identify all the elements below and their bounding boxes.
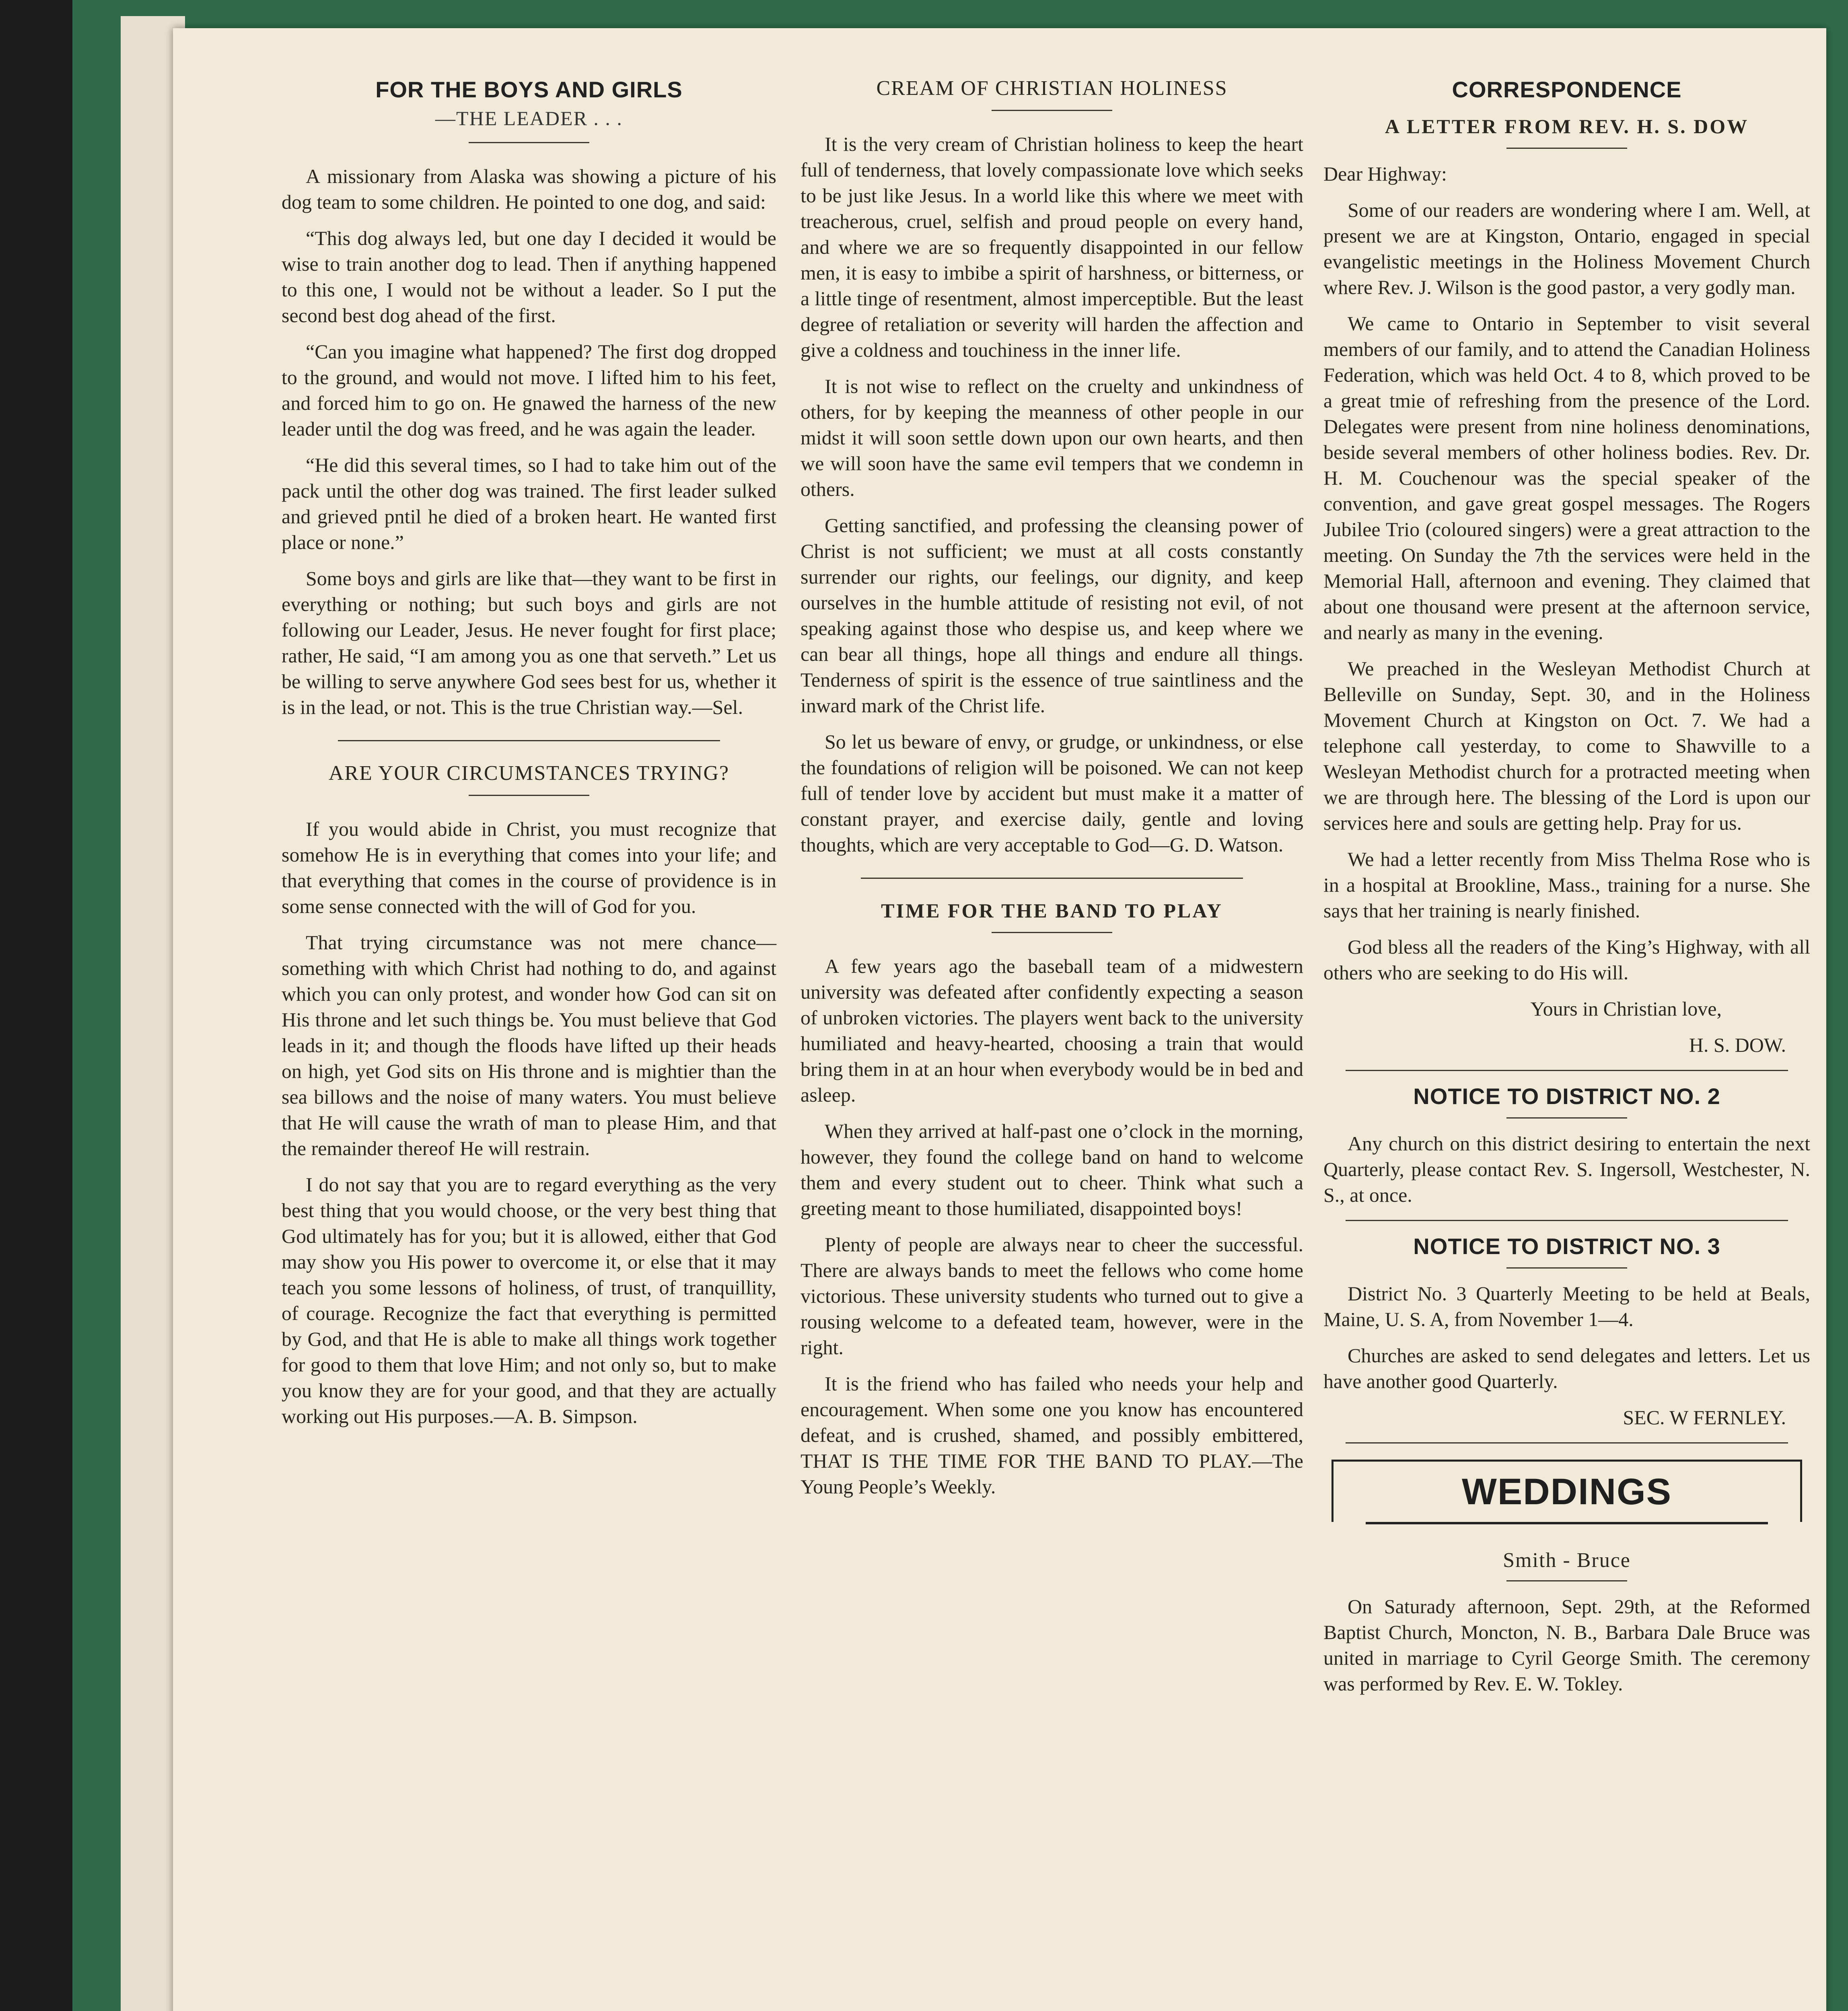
- paragraph: Any church on this district desiring to entertain the next Quarterly, please contact Rev. S. Ingersoll, Westchester, N. S., at once.: [1323, 1132, 1810, 1206]
- paragraph: That trying circumstance was not mere chance—something with which Christ had nothing to do, and against which you can only protest, and wonder how God can sit on His throne and let such things be. You must believe that God leads in it; and though the floods have lifted up their heads on high, yet God sits on His throne and is mightier than the sea billows and the noise of many waters. You must believe that He will cause the wrath of man to please Him, and that the remainder thereof He will restrain.: [282, 931, 776, 1160]
- paragraph: It is the very cream of Christian holiness to keep the heart full of tenderness, that lovely compassionate love which seeks to be just like Jesus. In a world like this where we meet with treacherous, cruel, selfish and proud people on every hand, and where we are so frequently disappointed in our fellow men, it is easy to imbibe a spirit of harshness, or bitterness, or a little tinge of resentment, almost imperceptible. But the least degree of retaliation or severity will harden the affection and give a coldness and touchiness in the inner life.: [801, 133, 1303, 361]
- letter-title: A LETTER FROM REV. H. S. DOW: [1385, 115, 1749, 138]
- divider: [1346, 1442, 1788, 1443]
- paragraph: A few years ago the baseball team of a midwestern university was defeated after confidently expecting a season of unbroken victories. The players went back to the university humiliated and heavy-hearted, choosing a train that would bring them in at an hour when everybody would be in bed and asleep.: [801, 955, 1303, 1106]
- weddings-title: WEDDINGS: [1462, 1471, 1672, 1512]
- paragraph: When they arrived at half-past one o’clock in the morning, however, they found the college band on hand to welcome them and every student out to cheer. Think what such a greeting meant to those humiliated, disappointed boys!: [801, 1120, 1303, 1219]
- book-binding: [0, 0, 72, 2011]
- divider: [992, 932, 1112, 933]
- paragraph: Some boys and girls are like that—they want to be first in everything or nothing; but such boys and girls are not following our Leader, Jesus. He never fought for first place; rather, He said, “I am among you as one that serveth.” Let us be willing to serve anywhere God sees best for us, whether it is in the lead, or not. This is the true Christian way.—Sel.: [282, 567, 776, 718]
- paragraph: Some of our readers are wondering where I am. Well, at present we are at Kingston, Ontario, engaged in special evangelistic meetings in the Holiness Movement Church where Rev. J. Wilson is the good pastor, a very godly man.: [1323, 199, 1810, 298]
- divider: [992, 110, 1112, 111]
- paragraph: District No. 3 Quarterly Meeting to be held at Beals, Maine, U. S. A, from November 1—4.: [1323, 1282, 1810, 1330]
- section-subtitle: —THE LEADER . . .: [435, 107, 623, 130]
- weddings-banner: [1331, 1460, 1802, 1522]
- section-title: CREAM OF CHRISTIAN HOLINESS: [876, 77, 1228, 100]
- section-title: CORRESPONDENCE: [1452, 77, 1682, 102]
- paragraph: A missionary from Alaska was showing a picture of his dog team to some children. He pointed to one dog, and said:: [282, 165, 776, 213]
- column-boys-and-girls: [282, 76, 776, 1439]
- paragraph: It is the friend who has failed who needs your help and encouragement. When some one you know has encountered defeat, and is crushed, shamed, and possibly embittered, THAT IS THE TIME FOR THE BAND TO PLAY.—The Young People’s Weekly.: [801, 1372, 1303, 1498]
- divider: [1506, 1580, 1627, 1581]
- divider: [1506, 1267, 1627, 1269]
- paragraph: Getting sanctified, and professing the cleansing power of Christ is not sufficient; we must at all costs constantly surrender our rights, our feelings, our dignity, and keep ourselves in the humble attitude of resisting not evil, of not speaking against those who despise us, and keep where we can bear all things, hope all things and endure all things. Tenderness of spirit is the essence of true saintliness and the inward mark of the Christ life.: [801, 514, 1303, 717]
- paragraph: We came to Ontario in September to visit several members of our family, and to attend the Canadian Holiness Federation, which was held Oct. 4 to 8, which proved to be a great tmie of refreshing from the presence of the Lord. Delegates were present from nine holiness denominations, beside several members of other holiness bodies. Rev. Dr. H. M. Couchenour was the special speaker of the convention, and gave great gospel messages. The Rogers Jubilee Trio (coloured singers) were a great attraction to the meeting. On Sunday the 7th the services were held in the Memorial Hall, afternoon and evening. They claimed that about one thousand were present at the afternoon service, and nearly as many in the evening.: [1323, 312, 1810, 644]
- paragraph: “Can you imagine what happened? The first dog dropped to the ground, and would not move. I lifted him to his feet, and forced him to go on. He gnawed the harness of the new leader until the dog was freed, and he was again the leader.: [282, 340, 776, 440]
- paragraph: It is not wise to reflect on the cruelty and unkindness of others, for by keeping the meanness of other people in our midst it will soon settle down upon our own hearts, and then we will soon have the same evil tempers that we condemn in others.: [801, 375, 1303, 500]
- paragraph: We had a letter recently from Miss Thelma Rose who is in a hospital at Brookline, Mass., training for a nurse. She says that her training is nearly finished.: [1323, 848, 1810, 922]
- divider: [861, 878, 1243, 879]
- magazine-page: [173, 28, 1826, 2011]
- column-correspondence: [1323, 76, 1810, 1707]
- section-title: FOR THE BOYS AND GIRLS: [375, 77, 683, 102]
- paragraph: Churches are asked to send delegates and letters. Let us have another good Quarterly.: [1323, 1344, 1810, 1392]
- divider: [1506, 148, 1627, 149]
- divider: [1366, 1522, 1768, 1524]
- paragraph: I do not say that you are to regard everything as the very best thing that you would choose, or the very best thing that God ultimately has for you; but it is allowed, either that God may show you His power to overcome it, or else that it may teach you some lessons of holiness, of trust, of tranquillity, of courage. Recognize the fact that everything is permitted by God, and that He is able to make all things work together for good to them that love Him; and not only so, but to make you know they are for your good, and that they are actually working out His purposes.—A. B. Simpson.: [282, 1173, 776, 1427]
- paragraph: “This dog always led, but one day I decided it would be wise to train another dog to lead. Then if anything happened to this one, I would not be without a leader. So I put the second best dog ahead of the first.: [282, 227, 776, 327]
- salutation: Dear Highway:: [1323, 162, 1447, 185]
- section-title: ARE YOUR CIRCUMSTANCES TRYING?: [328, 762, 730, 785]
- paragraph: “He did this several times, so I had to take him out of the pack until the other dog was trained. The first leader sulked and grieved pntil he died of a broken heart. He wanted first place or none.”: [282, 454, 776, 553]
- letter-signature: H. S. DOW.: [1689, 1034, 1786, 1056]
- divider: [469, 795, 589, 796]
- paragraph: So let us beware of envy, or grudge, or unkindness, or else the foundations of religion will be poisoned. We can not keep full of tender love by accident but must make it a matter of constant prayer, and exercise daily, gentle and loving thoughts, which are very acceptable to God—G. D. Watson.: [801, 730, 1303, 856]
- column-cream-of-holiness: [801, 76, 1303, 1510]
- divider: [1506, 1117, 1627, 1119]
- paragraph: If you would abide in Christ, you must recognize that somehow He is in everything that comes into your life; and that everything that comes in the course of providence is in some sense connected with the will of God for you.: [282, 818, 776, 917]
- section-title: TIME FOR THE BAND TO PLAY: [881, 899, 1223, 922]
- paragraph: God bless all the readers of the King’s Highway, with all others who are seeking to do His will.: [1323, 936, 1810, 984]
- notice-title: NOTICE TO DISTRICT NO. 3: [1413, 1234, 1720, 1259]
- paragraph: Plenty of people are always near to cheer the successful. There are always bands to meet the fellows who come home victorious. These university students who turned out to give a rousing welcome to a defeated team, however, were in the right.: [801, 1233, 1303, 1359]
- notice-signature: SEC. W FERNLEY.: [1623, 1406, 1786, 1429]
- divider: [1346, 1220, 1788, 1221]
- paragraph: We preached in the Wesleyan Methodist Church at Belleville on Sunday, Sept. 30, and in the Holiness Movement Church at Kingston on Oct. 7. We had a telephone call yesterday, to come to Shawville to a Wesleyan Methodist church for a protracted meeting when we are through here. The blessing of the Lord is upon our services here and souls are getting help. Pray for us.: [1323, 657, 1810, 834]
- wedding-names: Smith - Bruce: [1503, 1549, 1631, 1572]
- divider: [469, 142, 589, 143]
- divider: [1346, 1070, 1788, 1071]
- divider: [338, 740, 720, 741]
- paragraph: On Saturady afternoon, Sept. 29th, at the Reformed Baptist Church, Moncton, N. B., Barbara Dale Bruce was united in marriage to Cyril George Smith. The ceremony was performed by Rev. E. W. Tokley.: [1323, 1595, 1810, 1695]
- letter-closing: Yours in Christian love,: [1530, 997, 1722, 1020]
- notice-title: NOTICE TO DISTRICT NO. 2: [1413, 1084, 1720, 1109]
